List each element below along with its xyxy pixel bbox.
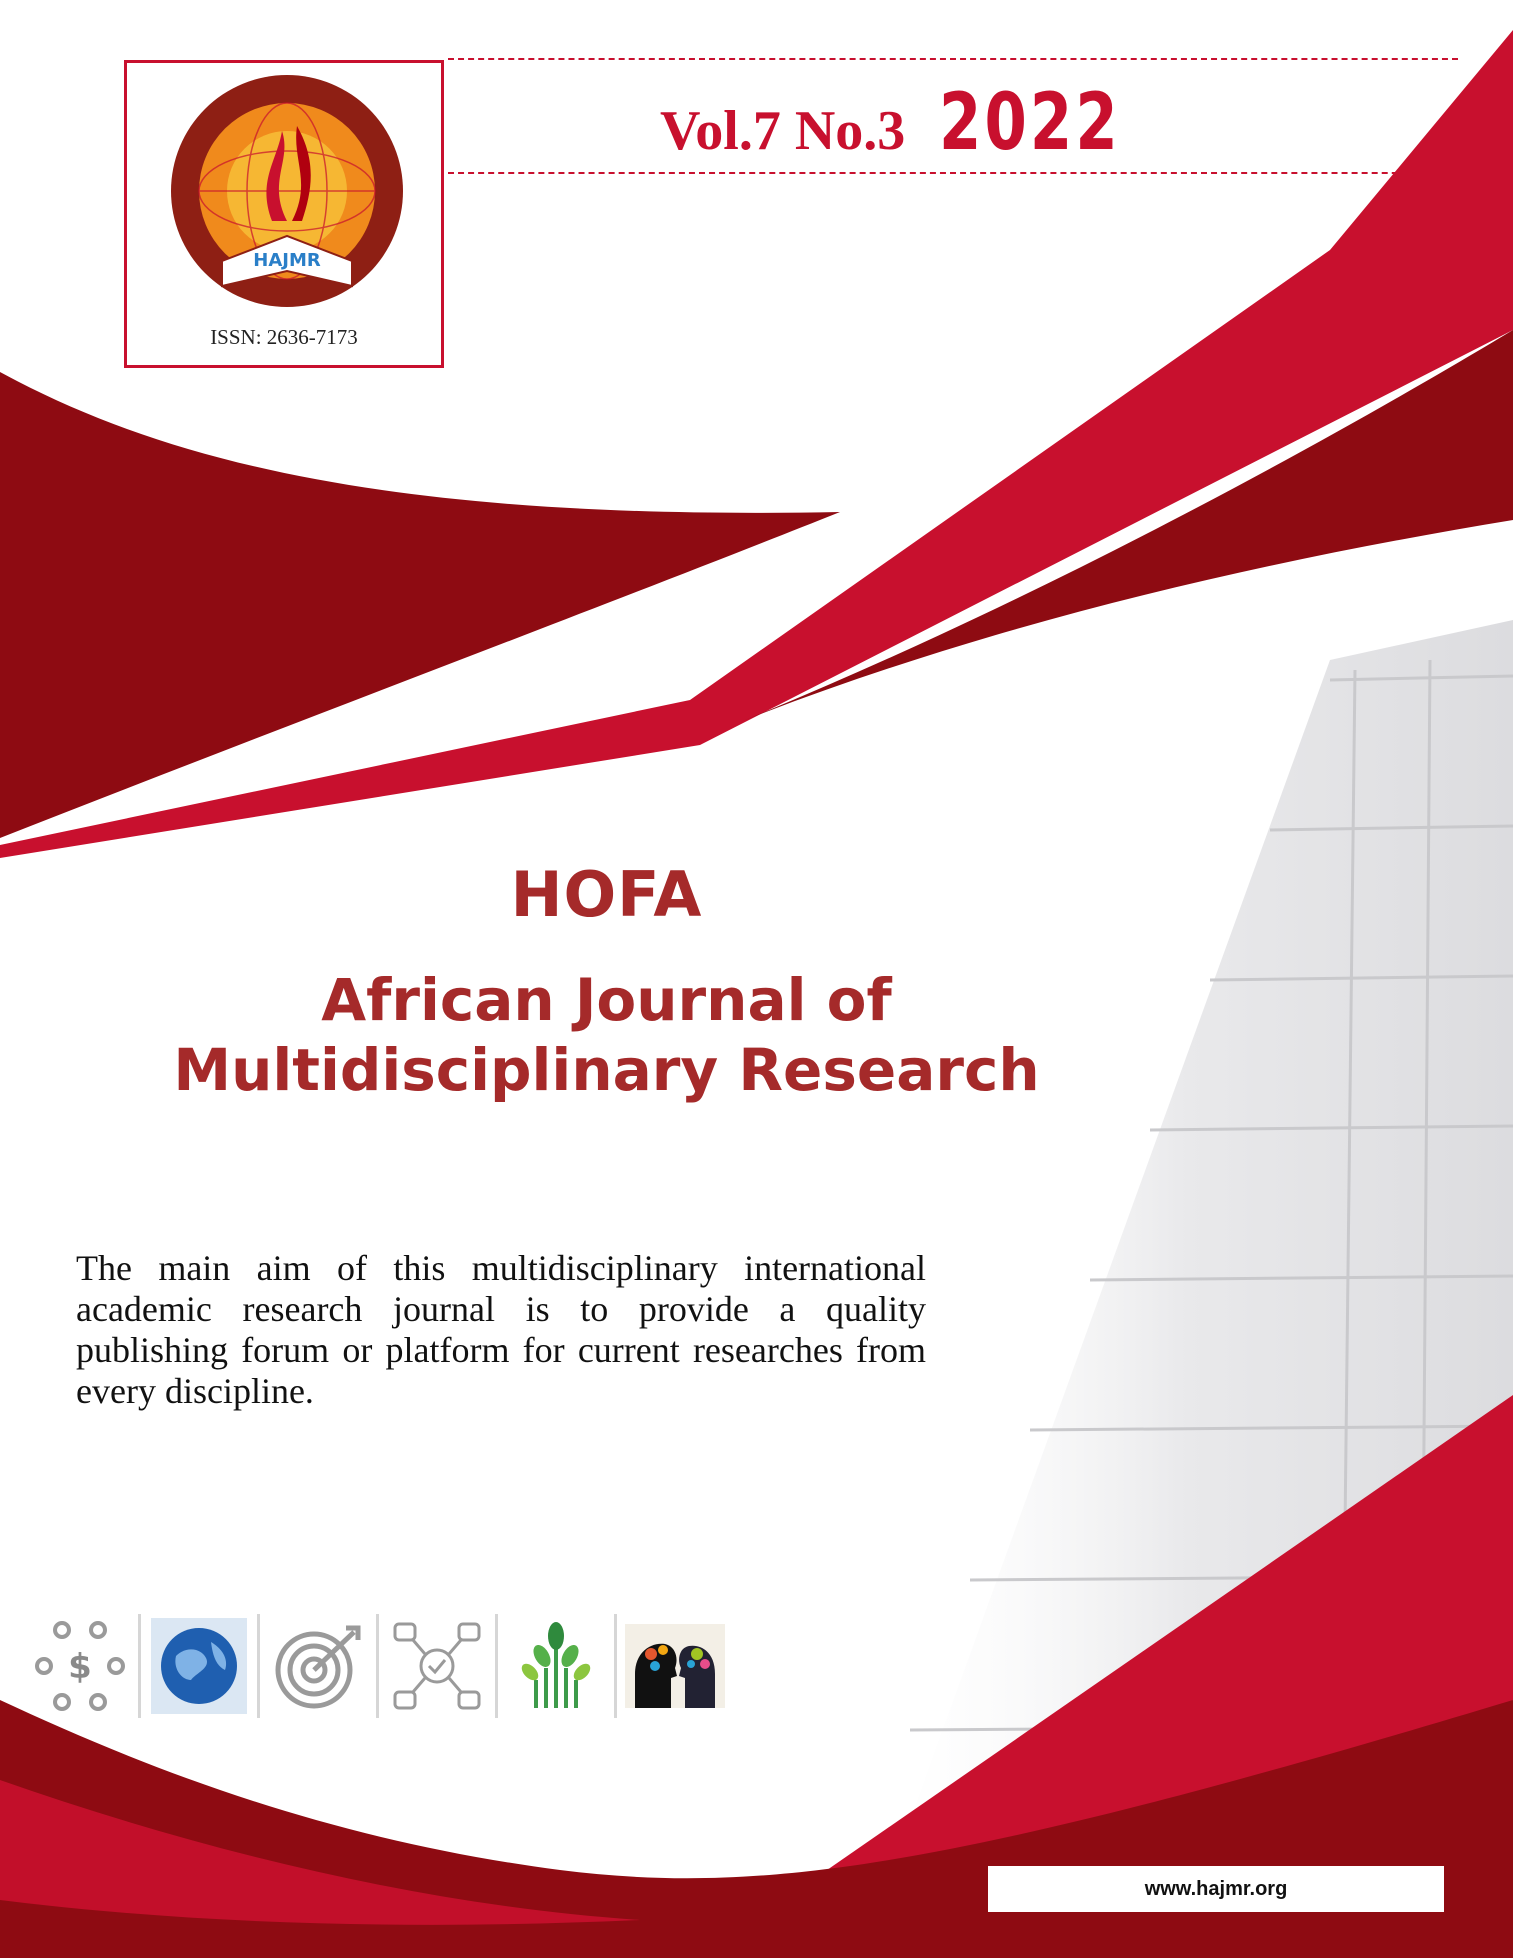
icon-divider <box>614 1614 617 1718</box>
publication-year: 2022 <box>939 78 1122 168</box>
dashed-line-bottom <box>448 172 1458 174</box>
journal-title-line1: African Journal of <box>321 966 892 1034</box>
dashed-line-top <box>448 58 1458 60</box>
volume-header <box>660 78 1172 168</box>
svg-text:$: $ <box>68 1647 92 1687</box>
icon-divider <box>138 1614 141 1718</box>
growth-plant-icon <box>500 1612 612 1720</box>
globe-icon <box>143 1612 255 1720</box>
issn-text: ISSN: 2636-7173 <box>210 325 358 349</box>
brainstorm-heads-icon <box>619 1612 731 1720</box>
journal-logo-box <box>124 60 444 368</box>
discipline-icon-strip <box>24 1612 731 1720</box>
journal-short-title: HOFA <box>510 858 703 931</box>
website-url[interactable]: www.hajmr.org <box>986 1864 1446 1914</box>
icon-divider <box>257 1614 260 1718</box>
network-check-icon <box>381 1612 493 1720</box>
target-icon <box>262 1612 374 1720</box>
journal-description: The main aim of this multidisciplinary international academic research journal is to provide a quality publishing forum or platform for current researches from every discipline. <box>76 1248 926 1411</box>
icon-divider <box>376 1614 379 1718</box>
finance-cycle-icon <box>24 1612 136 1720</box>
svg-text:HAJMR: HAJMR <box>253 250 321 271</box>
journal-title-line2: Multidisciplinary Research <box>173 1036 1040 1104</box>
volume-number: Vol.7 No.3 <box>660 100 906 162</box>
icon-divider <box>495 1614 498 1718</box>
hajmr-logo-icon <box>162 71 412 321</box>
